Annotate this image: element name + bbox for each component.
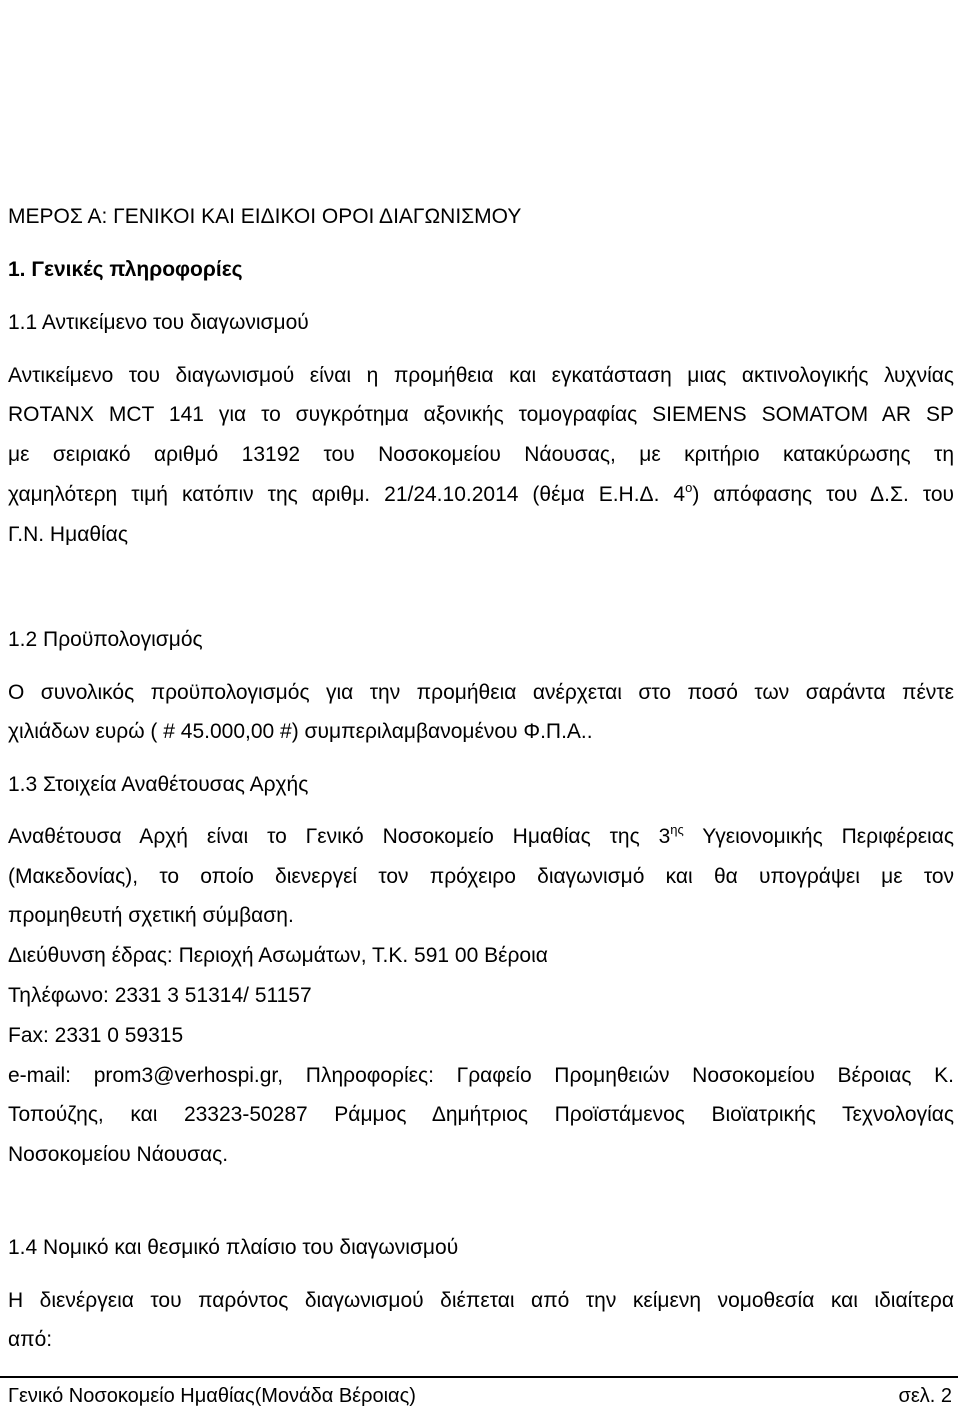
info-line: Τοπούζης, και 23323-50287 Ράμμος Δημήτριος Προϊστάμενος Βιοϊατρικής Τεχνολογίας: [8, 1103, 954, 1126]
section-1-1-text-line: Γ.Ν. Ημαθίας: [8, 523, 128, 546]
section-1-1-text-line: ROTANX MCT 141 για το συγκρότημα αξονικής τομογραφίας SIEMENS SOMATOM AR SP: [8, 403, 954, 426]
footer-divider: [0, 1376, 958, 1378]
section-1-2-text-line: Ο συνολικός προϋπολογισμός για την προμήθεια ανέρχεται στο ποσό των σαράντα πέντε: [8, 681, 954, 704]
info-line: Νοσοκομείου Νάουσας.: [8, 1143, 229, 1166]
footer-organization: Γενικό Νοσοκομείο Ημαθίας(Μονάδα Βέροιας): [8, 1385, 416, 1407]
section-1-1-text-line: με σειριακό αριθμό 13192 του Νοσοκομείου Νάουσας, με κριτήριο κατακύρωσης τη: [8, 443, 954, 466]
address-line: Διεύθυνση έδρας: Περιοχή Ασωμάτων, Τ.Κ. 591 00 Βέροια: [8, 944, 548, 967]
section-1-1-text-line: χαμηλότερη τιμή κατόπιν της αριθμ. 21/24.10.2014 (θέμα Ε.Η.Δ. $4^o$) απόφασης του Δ.Σ. του: [8, 480, 954, 506]
section-1-4-heading: 1.4 Νομικό και θεσμικό πλαίσιο του διαγωνισμού: [8, 1236, 459, 1259]
section-1-1-text-line: Αντικείμενο του διαγωνισμού είναι η προμήθεια και εγκατάσταση μιας ακτινολογικής λυχνίας: [8, 364, 954, 387]
part-title: ΜΕΡΟΣ Α: ΓΕΝΙΚΟΙ ΚΑΙ ΕΙΔΙΚΟΙ ΟΡΟΙ ΔΙΑΓΩΝΙΣΜΟΥ: [8, 205, 522, 228]
email-line: e-mail: prom3@verhospi.gr, Πληροφορίες: Γραφείο Προμηθειών Νοσοκομείου Βέροιας Κ.: [8, 1064, 954, 1087]
section-1-1-heading: 1.1 Αντικείμενο του διαγωνισμού: [8, 311, 309, 334]
phone-line: Τηλέφωνο: 2331 3 51314/ 51157: [8, 984, 312, 1007]
section-1-3-heading: 1.3 Στοιχεία Αναθέτουσας Αρχής: [8, 773, 309, 796]
section-1-3-text-line: Αναθέτουσα Αρχή είναι το Γενικό Νοσοκομείο Ημαθίας της $3^{\eta\varsigma}$ Υγειονομικής Περιφέρειας: [8, 822, 954, 848]
section-1-3-text-line: προμηθευτή σχετική σύμβαση.: [8, 904, 294, 927]
page-number: σελ. 2: [898, 1385, 952, 1407]
section-1-3-text-line: (Μακεδονίας), το οποίο διενεργεί τον πρόχειρο διαγωνισμό και θα υπογράψει με τον: [8, 865, 954, 888]
section-1-4-text-line: από:: [8, 1328, 53, 1351]
section-1-heading: 1. Γενικές πληροφορίες: [8, 258, 243, 281]
section-1-4-text-line: Η διενέργεια του παρόντος διαγωνισμού διέπεται από την κείμενη νομοθεσία και ιδιαίτερα: [8, 1289, 954, 1312]
section-1-2-text-line: χιλιάδων ευρώ ( # 45.000,00 #) συμπεριλαμβανομένου Φ.Π.Α..: [8, 720, 593, 743]
fax-line: Fax: 2331 0 59315: [8, 1024, 184, 1047]
section-1-2-heading: 1.2 Προϋπολογισμός: [8, 628, 203, 651]
